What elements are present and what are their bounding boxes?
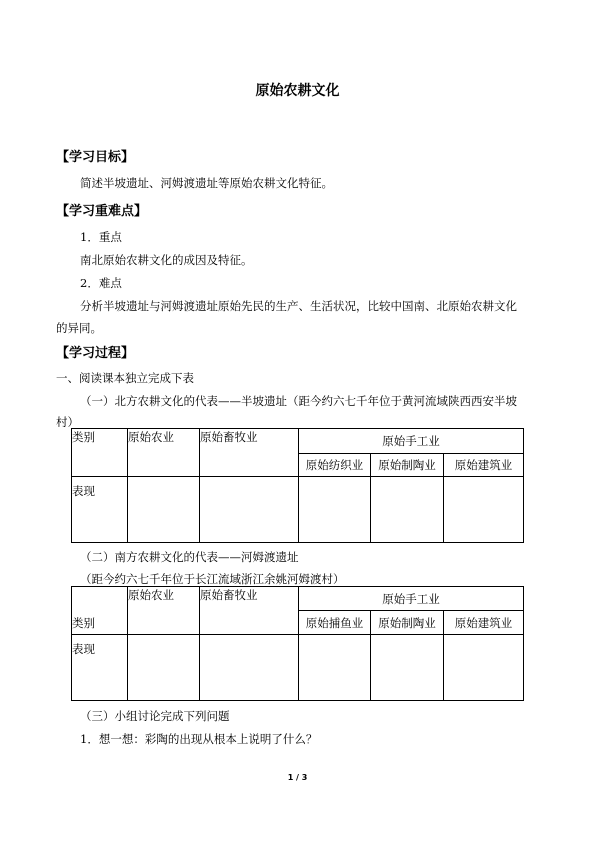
table-1-answer-agriculture[interactable] — [128, 477, 200, 543]
part-3: （三）小组讨论完成下列问题 — [80, 709, 230, 723]
table-1-sub-pottery: 原始制陶业 — [371, 454, 444, 477]
table-1-header-animal: 原始畜牧业 — [200, 429, 299, 477]
key-item-1-text: 南北原始农耕文化的成因及特征。 — [80, 253, 253, 267]
key-item-2-line-1: 分析半坡遗址与河姆渡遗址原始先民的生产、生活状况，比较中国南、北原始农耕文化 — [80, 299, 517, 313]
table-1-sub-textile: 原始纺织业 — [299, 454, 371, 477]
goal-text: 简述半坡遗址、河姆渡遗址等原始农耕文化特征。 — [80, 176, 333, 190]
table-2-answer-animal[interactable] — [200, 635, 299, 701]
table-2-answer-building[interactable] — [444, 635, 524, 701]
part-1-line-1: （一）北方农耕文化的代表——半坡遗址（距今约六七千年位于黄河流域陕西西安半坡 — [80, 394, 517, 408]
process-step-1: 一、阅读课本独立完成下表 — [56, 371, 194, 385]
table-2-header-category: 类别 — [72, 587, 128, 635]
table-1-answer-building[interactable] — [444, 477, 524, 543]
table-2-row-label: 表现 — [72, 635, 128, 701]
table-1-header-handicraft: 原始手工业 — [299, 429, 524, 454]
part-2-line-2: （距今约六七千年位于长江流域浙江余姚河姆渡村） — [80, 572, 345, 586]
page-number: 1 / 3 — [287, 773, 308, 782]
key-item-1: 1．重点 — [80, 230, 122, 244]
part-2-line-1: （二）南方农耕文化的代表——河姆渡遗址 — [80, 550, 299, 564]
table-2-sub-building: 原始建筑业 — [444, 611, 524, 635]
question-1: 1．想一想：彩陶的出现从根本上说明了什么？ — [80, 732, 318, 746]
page-title: 原始农耕文化 — [255, 83, 340, 99]
table-2-answer-agriculture[interactable] — [128, 635, 200, 701]
table-2-sub-fishing: 原始捕鱼业 — [299, 611, 371, 635]
table-2-header-animal: 原始畜牧业 — [200, 587, 299, 635]
key-item-2: 2．难点 — [80, 276, 122, 290]
table-1-header-agriculture: 原始农业 — [128, 429, 200, 477]
table-1-row-label: 表现 — [72, 477, 128, 543]
section-heading-goal: 【学习目标】 — [56, 150, 135, 165]
table-1-header-category: 类别 — [72, 429, 128, 477]
table-2-header-agriculture: 原始农业 — [128, 587, 200, 635]
table-banpo — [71, 428, 524, 543]
table-2-answer-fishing[interactable] — [299, 635, 371, 701]
table-1-answer-textile[interactable] — [299, 477, 371, 543]
table-1-answer-pottery[interactable] — [371, 477, 444, 543]
table-2-answer-pottery[interactable] — [371, 635, 444, 701]
table-1-sub-building: 原始建筑业 — [444, 454, 524, 477]
section-heading-key: 【学习重难点】 — [56, 204, 148, 219]
section-heading-process: 【学习过程】 — [56, 346, 135, 361]
table-2-header-handicraft: 原始手工业 — [299, 587, 524, 611]
key-item-2-line-2: 的异同。 — [56, 321, 102, 335]
table-hemudu — [71, 586, 524, 701]
part-1-line-2: 村） — [56, 415, 79, 429]
table-1-answer-animal[interactable] — [200, 477, 299, 543]
table-2-sub-pottery: 原始制陶业 — [371, 611, 444, 635]
